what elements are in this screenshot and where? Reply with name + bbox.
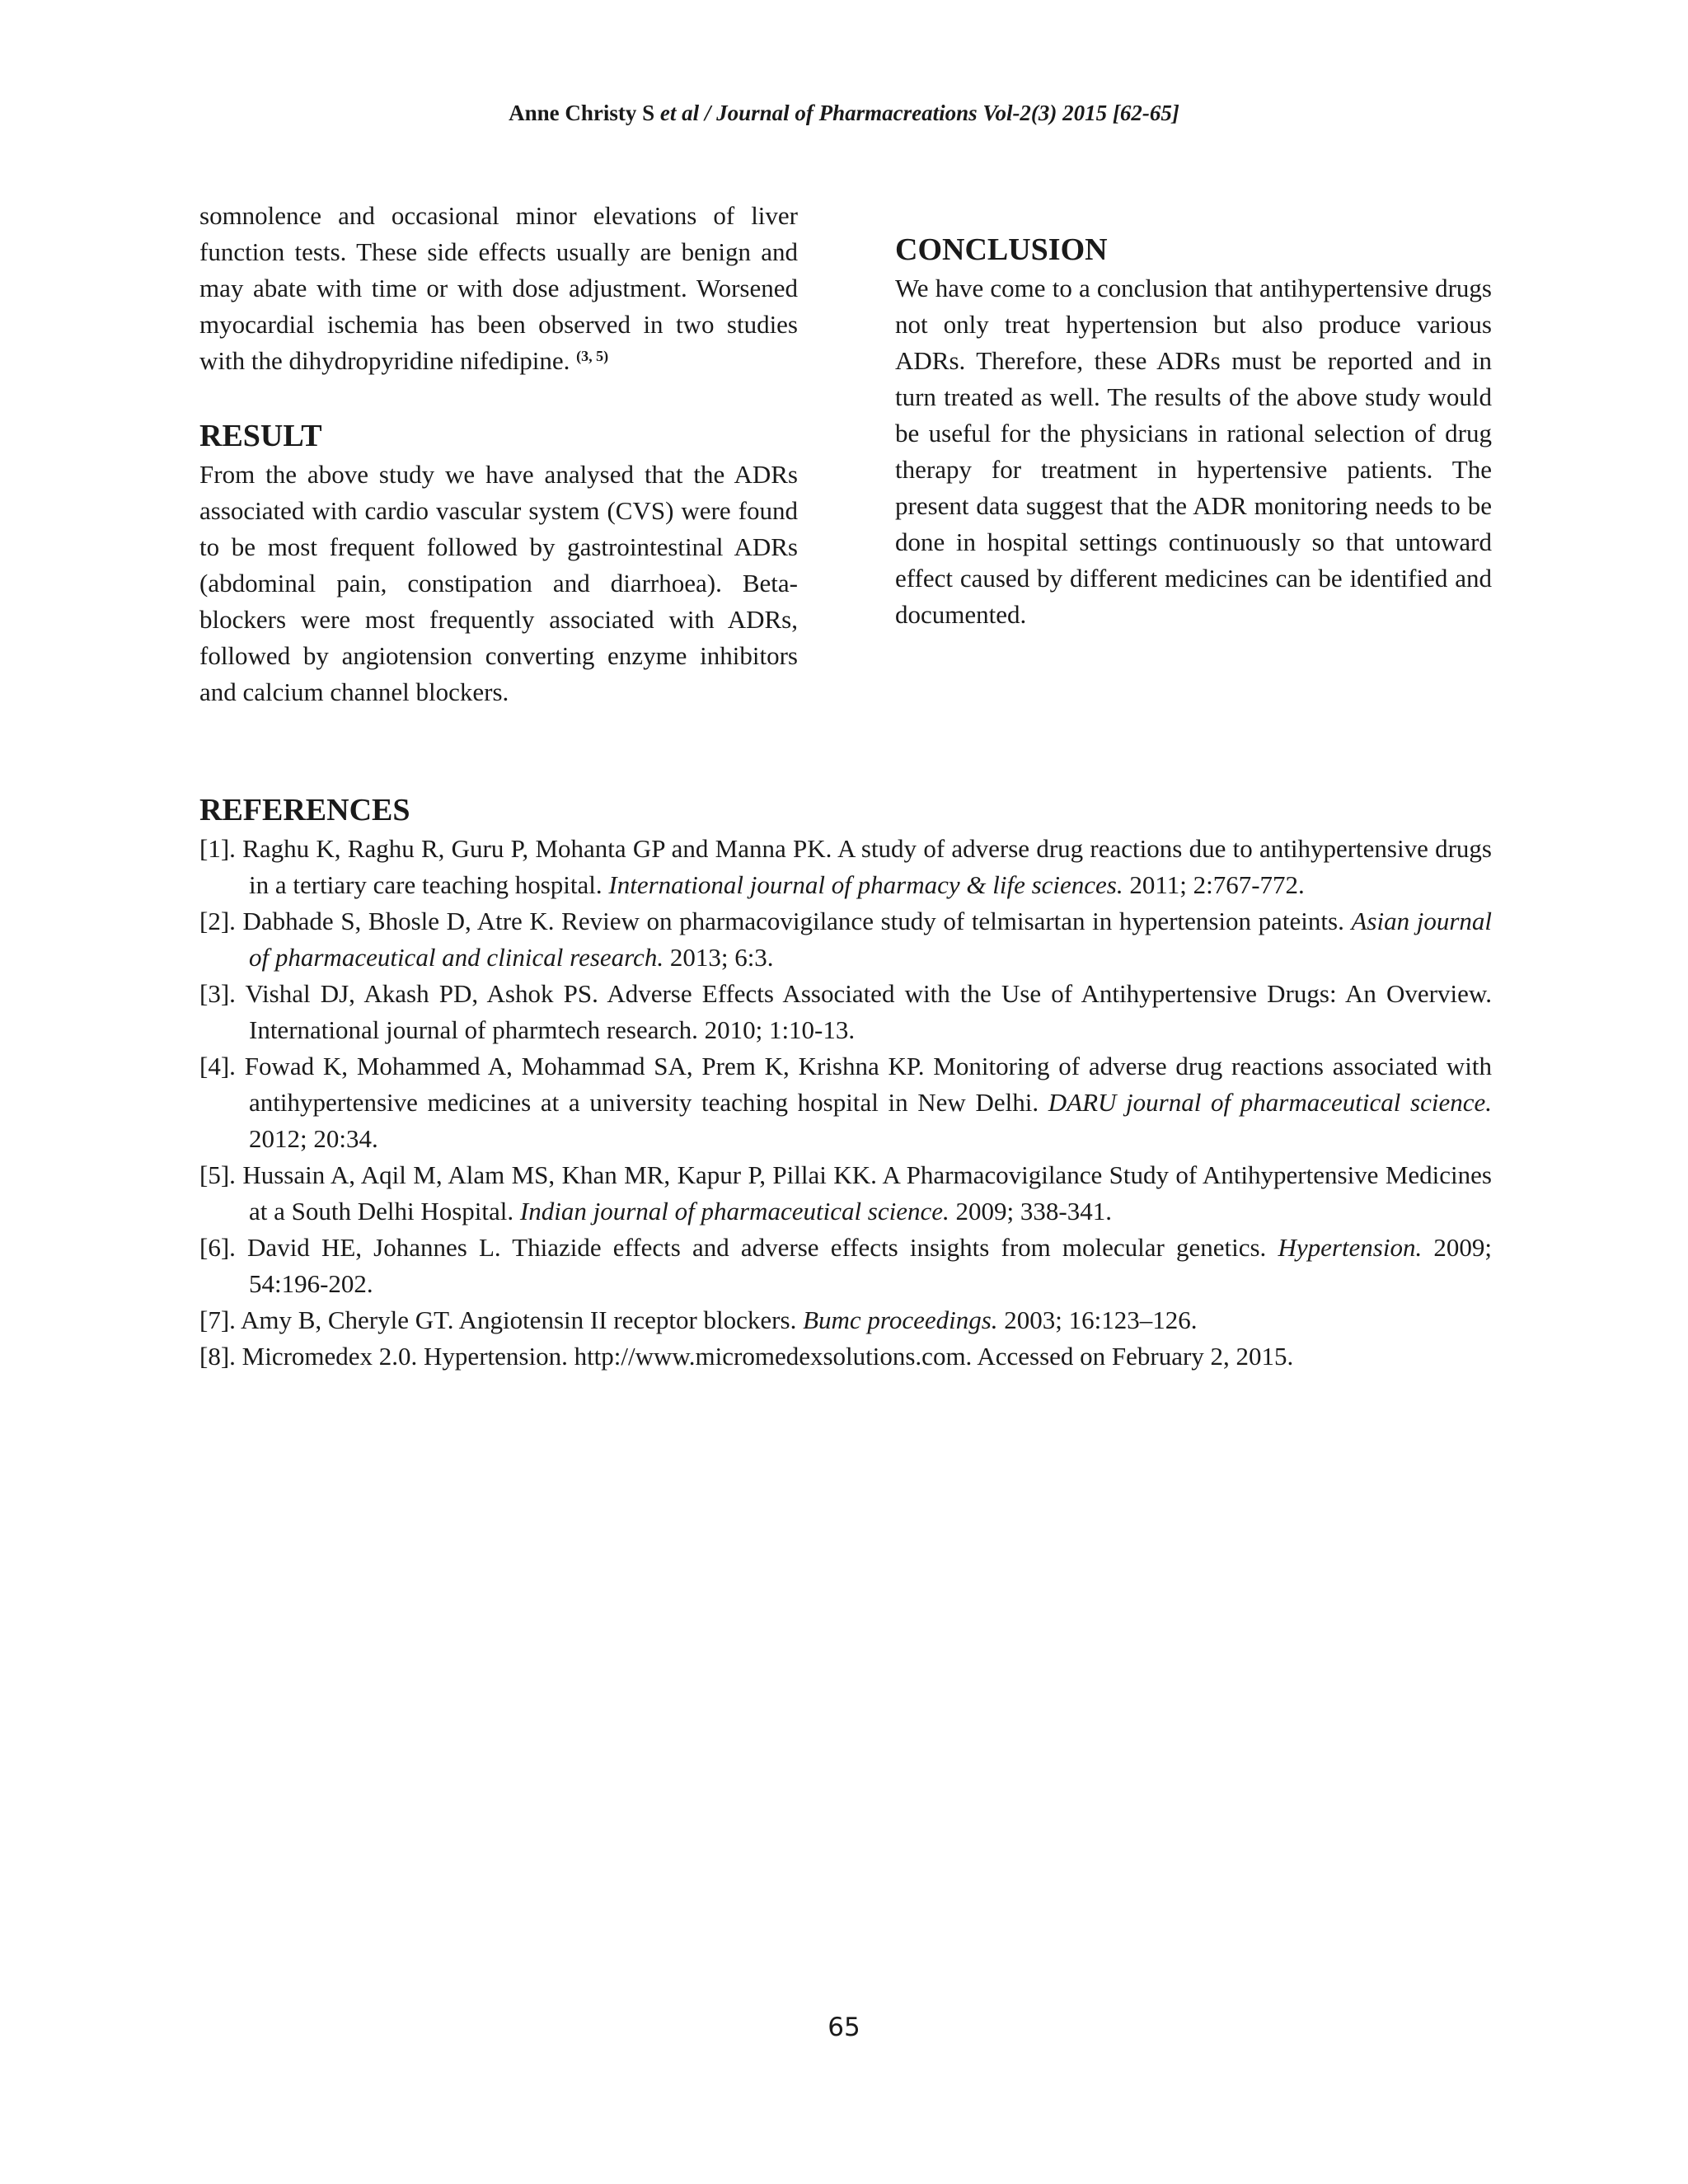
page-number: 65: [828, 2013, 860, 2042]
header-journal: / Journal of Pharmacreations Vol-2(3) 2015 [62-65]: [704, 101, 1179, 125]
reference-item: [199, 1157, 1492, 1230]
reference-year-volume: 2009; 338-341.: [949, 1197, 1112, 1226]
reference-year-volume: 2012; 20:34.: [249, 1124, 378, 1153]
references-heading: REFERENCES: [199, 793, 410, 827]
reference-journal: Hypertension.: [1278, 1233, 1423, 1262]
reference-journal: DARU journal of pharmaceutical science.: [1048, 1088, 1492, 1117]
reference-text: Amy B, Cheryle GT. Angiotensin II receptor blockers.: [235, 1305, 804, 1334]
header-etal: et al: [659, 101, 700, 125]
intro-text: somnolence and occasional minor elevations of liver function tests. These side effects usually are benign and may abate with time or with dose adjustment. Worsened myocardial ischemia has been observed in two studies with the dihydropyridine nifedipine.: [199, 201, 798, 375]
reference-item: [199, 976, 1492, 1048]
reference-number: [3].: [199, 979, 236, 1008]
reference-list: [199, 831, 1492, 1375]
conclusion-heading: CONCLUSION: [895, 232, 1108, 267]
reference-text: Micromedex 2.0. Hypertension. http://www.micromedexsolutions.com. Accessed on February 2, 2015.: [235, 1342, 1294, 1371]
reference-text: Hussain A, Aqil M, Alam MS, Khan MR, Kapur P, Pillai KK. A Pharmacovigilance Study of Antihypertensive Medicines at a South Delhi Hospital.: [235, 1160, 1492, 1226]
header-author: Anne Christy S: [509, 101, 655, 125]
reference-number: [8].: [199, 1342, 236, 1371]
result-heading: RESULT: [199, 419, 322, 453]
references-section: [199, 790, 1492, 1375]
reference-text: Dabhade S, Bhosle D, Atre K. Review on pharmacovigilance study of telmisartan in hypertension pateints.: [235, 907, 1352, 935]
reference-journal: International journal of pharmacy & life sciences.: [608, 870, 1123, 899]
reference-item: [199, 1230, 1492, 1302]
reference-year-volume: 2003; 16:123–126.: [997, 1305, 1198, 1334]
reference-number: [4].: [199, 1052, 236, 1080]
reference-number: [5].: [199, 1160, 236, 1189]
conclusion-paragraph: We have come to a conclusion that antihypertensive drugs not only treat hypertension but also produce various ADRs. Therefore, these ADRs must be reported and in turn treated as well. The results of the above study would be useful for the physicians in rational selection of drug therapy for treatment in hypertensive patients. The present data suggest that the ADR monitoring needs to be done in hospital settings continuously so that untoward effect caused by different medicines can be identified and documented.: [895, 274, 1492, 629]
reference-journal: Indian journal of pharmaceutical science.: [519, 1197, 950, 1226]
reference-text: David HE, Johannes L. Thiazide effects and adverse effects insights from molecular genetics.: [235, 1233, 1278, 1262]
reference-text: Vishal DJ, Akash PD, Ashok PS. Adverse Effects Associated with the Use of Antihypertensive Drugs: An Overview. International journal of pharmtech research. 2010; 1:10-13.: [235, 979, 1492, 1044]
result-paragraph: From the above study we have analysed that the ADRs associated with cardio vascular system (CVS) were found to be most frequent followed by gastrointestinal ADRs (abdominal pain, constipation and diarrhoea). Beta-blockers were most frequently associated with ADRs, followed by angiotension converting enzyme inhibitors and calcium channel blockers.: [199, 460, 798, 706]
left-column: [199, 198, 798, 710]
reference-text: Raghu K, Raghu R, Guru P, Mohanta GP and Manna PK. A study of adverse drug reactions due to antihypertensive drugs in a tertiary care teaching hospital.: [235, 834, 1492, 899]
reference-number: [2].: [199, 907, 236, 935]
reference-text: Fowad K, Mohammed A, Mohammad SA, Prem K, Krishna KP. Monitoring of adverse drug reactions associated with antihypertensive medicines at a university teaching hospital in New Delhi.: [235, 1052, 1492, 1117]
reference-year-volume: 2011; 2:767-772.: [1123, 870, 1305, 899]
running-header: [0, 101, 1688, 126]
reference-item: [199, 1048, 1492, 1157]
reference-item: [199, 903, 1492, 976]
reference-number: [6].: [199, 1233, 236, 1262]
intro-paragraph: [199, 198, 798, 379]
reference-item: [199, 1302, 1492, 1338]
reference-journal: Bumc proceedings.: [803, 1305, 998, 1334]
reference-number: [7].: [199, 1305, 236, 1334]
reference-item: [199, 831, 1492, 903]
reference-year-volume: 2009; 54:196-202.: [249, 1233, 1492, 1298]
reference-number: [1].: [199, 834, 236, 863]
reference-journal: Asian journal of pharmaceutical and clinical research.: [249, 907, 1492, 972]
reference-year-volume: 2013; 6:3.: [663, 943, 774, 972]
intro-citation: (3, 5): [576, 348, 609, 364]
right-column: [895, 229, 1492, 633]
reference-item: [199, 1338, 1492, 1375]
